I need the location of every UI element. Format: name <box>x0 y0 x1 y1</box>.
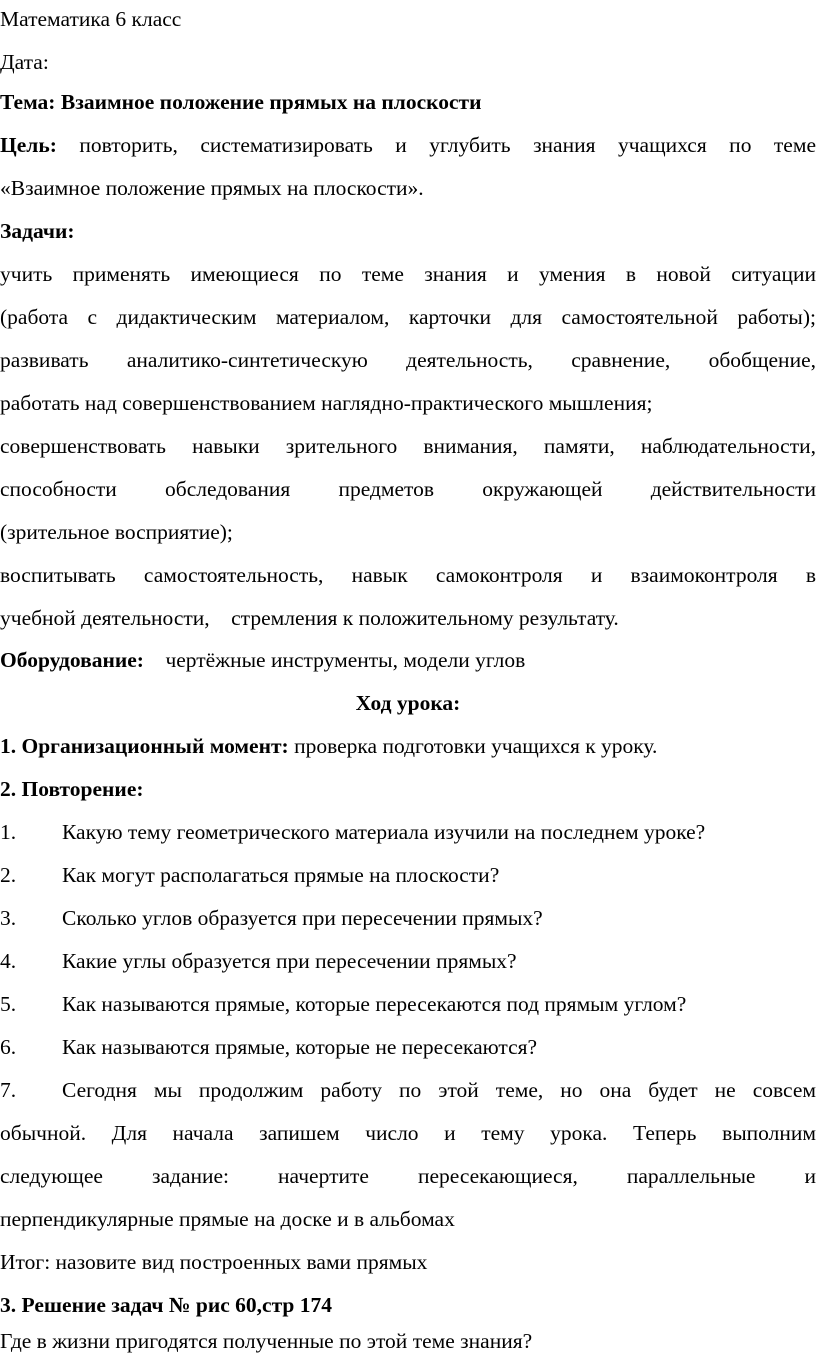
question-6-text: Как называются прямые, которые не пересекаются? <box>62 1035 538 1059</box>
question-3-text: Сколько углов образуется при пересечении прямых? <box>62 906 543 930</box>
item-7-line-2: обычной. Для начала запишем число и тему урока. Теперь выполним <box>0 1121 816 1145</box>
question-5-number: 5. <box>0 992 17 1016</box>
task-line-7: (зрительное восприятие); <box>0 520 233 544</box>
question-2-text: Как могут располагаться прямые на плоскости? <box>62 863 500 887</box>
question-1 <box>0 817 816 847</box>
question-4-text: Какие углы образуется при пересечении прямых? <box>62 949 517 973</box>
equipment-text: чертёжные инструменты, модели углов <box>165 648 526 672</box>
topic-line <box>0 87 816 117</box>
tasks-label-text: Задачи: <box>0 219 75 243</box>
goal-line-2: «Взаимное положение прямых на плоскости». <box>0 176 424 200</box>
question-2-number: 2. <box>0 863 17 887</box>
question-1-number: 1. <box>0 820 17 844</box>
subject-line: Математика 6 класс <box>0 7 182 31</box>
item-7-number: 7. <box>0 1078 17 1102</box>
question-4 <box>0 946 816 976</box>
question-6 <box>0 1032 816 1062</box>
section-1-label: 1. Организационный момент: <box>0 734 289 758</box>
question-3-number: 3. <box>0 906 17 930</box>
question-4-number: 4. <box>0 949 17 973</box>
lesson-title-text: Ход урока: <box>355 691 461 715</box>
item-7-text-1: Сегодня мы продолжим работу по этой теме, но она будет не совсем <box>62 1078 816 1102</box>
question-2 <box>0 860 816 890</box>
topic-label: Тема: <box>0 90 56 114</box>
question-1-text: Какую тему геометрического материала изучили на последнем уроке? <box>62 820 706 844</box>
task-line-1: учить применять имеющиеся по теме знания и умения в новой ситуации <box>0 262 816 286</box>
question-5-text: Как называются прямые, которые пересекаются под прямым углом? <box>62 992 687 1016</box>
section-2-label <box>0 774 816 804</box>
task-line-8: воспитывать самостоятельность, навык самоконтроля и взаимоконтроля в <box>0 563 816 587</box>
section-1-line <box>0 731 816 761</box>
task-line-9: учебной деятельности, стремления к положительному результату. <box>0 606 619 630</box>
task-line-2: (работа с дидактическим материалом, карточки для самостоятельной работы); <box>0 305 816 329</box>
date-line: Дата: <box>0 50 49 74</box>
lesson-title <box>0 688 816 718</box>
question-5 <box>0 989 816 1019</box>
summary-line: Итог: назовите вид построенных вами прямых <box>0 1250 428 1274</box>
task-line-4: работать над совершенствованием наглядно-практического мышления; <box>0 391 653 415</box>
item-7-line-4: перпендикулярные прямые на доске и в альбомах <box>0 1207 455 1231</box>
goal-line-1 <box>0 130 816 160</box>
topic-text: Взаимное положение прямых на плоскости <box>60 90 482 114</box>
section-2-label-text: 2. Повторение: <box>0 777 144 801</box>
tasks-label <box>0 216 816 246</box>
task-line-5: совершенствовать навыки зрительного внимания, памяти, наблюдательности, <box>0 434 816 458</box>
item-7-line-1 <box>0 1075 816 1105</box>
goal-text-1: повторить, систематизировать и углубить знания учащихся по теме <box>79 133 816 157</box>
question-6-number: 6. <box>0 1035 17 1059</box>
goal-label: Цель: <box>0 133 57 157</box>
final-question: Где в жизни пригодятся полученные по этой теме знания? <box>0 1329 533 1353</box>
section-3-line <box>0 1290 816 1320</box>
task-line-6: способности обследования предметов окружающей действительности <box>0 477 816 501</box>
section-3-label: 3. Решение задач № рис 60,стр 174 <box>0 1293 333 1317</box>
task-line-3: развивать аналитико-синтетическую деятельность, сравнение, обобщение, <box>0 348 816 372</box>
item-7-line-3: следующее задание: начертите пересекающиеся, параллельные и <box>0 1164 816 1188</box>
equipment-line <box>0 645 816 675</box>
section-1-text: проверка подготовки учащихся к уроку. <box>294 734 658 758</box>
equipment-label: Оборудование: <box>0 648 144 672</box>
question-3 <box>0 903 816 933</box>
